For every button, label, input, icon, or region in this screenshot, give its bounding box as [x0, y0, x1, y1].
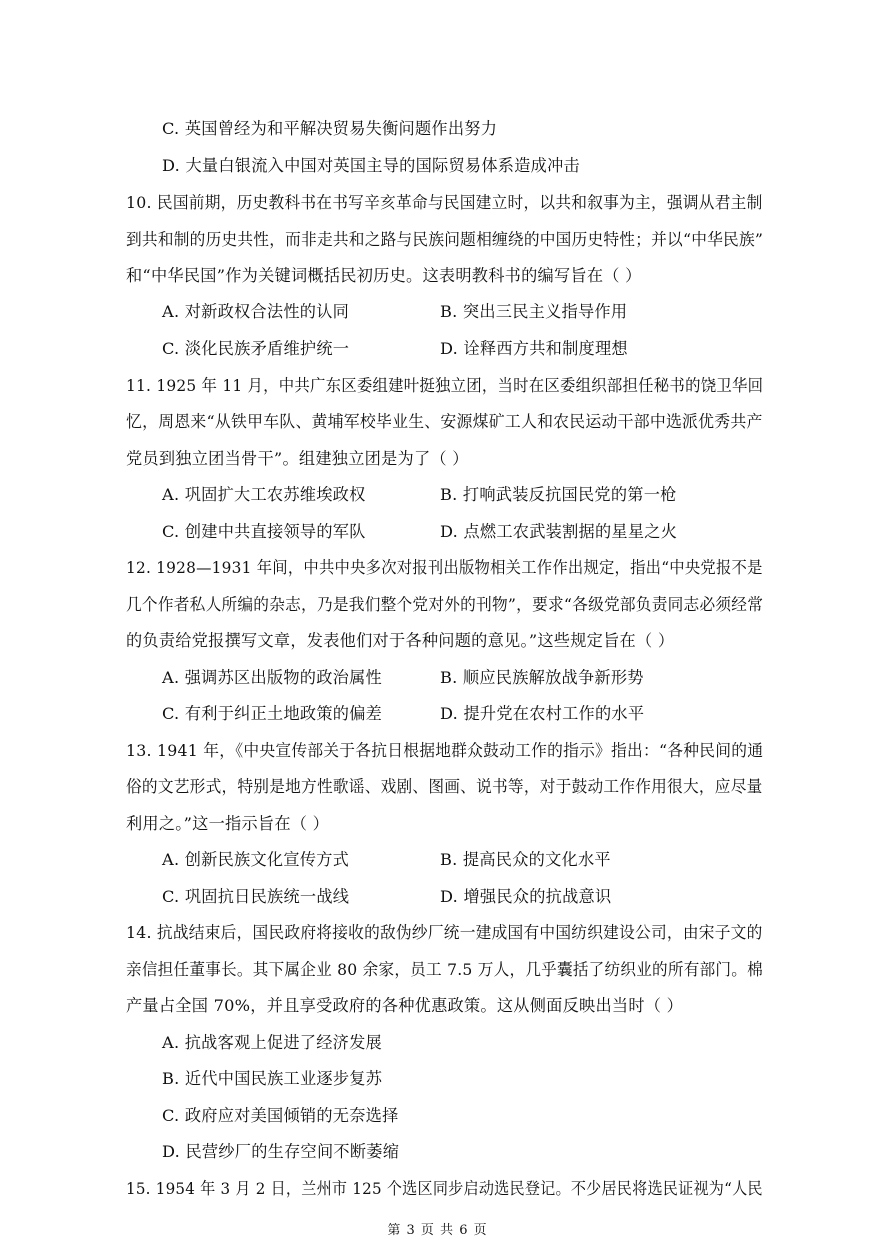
option-10c: C. 淡化民族矛盾维护统一: [162, 339, 350, 358]
question-11-line-2: 忆，周恩来“从铁甲车队、黄埔军校毕业生、安源煤矿工人和农民运动干部中选派优秀共产: [126, 412, 763, 431]
option-11d: D. 点燃工农武装割据的星星之火: [440, 522, 678, 541]
question-14-line-1: 14. 抗战结束后，国民政府将接收的敌伪纱厂统一建成国有中国纺织建设公司，由宋子文的: [126, 923, 763, 942]
option-10a: A. 对新政权合法性的认同: [162, 302, 350, 321]
question-13-line-3: 利用之。”这一指示旨在（ ）: [126, 814, 330, 833]
option-13b: B. 提高民众的文化水平: [440, 850, 611, 869]
question-11-line-3: 党员到独立团当骨干”。组建独立团是为了（ ）: [126, 449, 469, 468]
page-number-footer: 第 3 页 共 6 页: [387, 1223, 488, 1238]
question-12-line-2: 几个作者私人所编的杂志，乃是我们整个党对外的刊物”，要求“各级党部负责同志必须经常: [126, 595, 764, 614]
question-10-line-1: 10. 民国前期，历史教科书在书写辛亥革命与民国建立时，以共和叙事为主，强调从君主制: [126, 193, 763, 212]
question-11-line-1: 11. 1925 年 11 月，中共广东区委组建叶挺独立团，当时在区委组织部担任秘书的饶卫华回: [126, 376, 764, 395]
option-14c: C. 政府应对美国倾销的无奈选择: [162, 1106, 399, 1125]
option-10b: B. 突出三民主义指导作用: [440, 302, 628, 321]
option-12a: A. 强调苏区出版物的政治属性: [162, 668, 382, 687]
option-12c: C. 有利于纠正土地政策的偏差: [162, 704, 383, 723]
question-10-line-2: 到共和制的历史共性，而非走共和之路与民族问题相缠绕的中国历史特性；并以“中华民族”: [126, 230, 764, 249]
option-9c: C. 英国曾经为和平解决贸易失衡问题作出努力: [162, 119, 498, 138]
question-10-line-3: 和“中华民国”作为关键词概括民初历史。这表明教科书的编写旨在（ ）: [126, 266, 642, 285]
option-11c: C. 创建中共直接领导的军队: [162, 522, 366, 541]
question-13-line-2: 俗的文艺形式，特别是地方性歌谣、戏剧、图画、说书等，对于鼓动工作作用很大，应尽量: [126, 777, 763, 796]
option-9d: D. 大量白银流入中国对英国主导的国际贸易体系造成冲击: [162, 156, 580, 175]
option-10d: D. 诠释西方共和制度理想: [440, 339, 628, 358]
question-15-line-1: 15. 1954 年 3 月 2 日，兰州市 125 个选区同步启动选民登记。不少居民将选民证视为“人民: [126, 1179, 763, 1198]
option-12b: B. 顺应民族解放战争新形势: [440, 668, 644, 687]
question-12-line-1: 12. 1928—1931 年间，中共中央多次对报刊出版物相关工作作出规定，指出“中央党报不是: [126, 558, 763, 577]
option-13c: C. 巩固抗日民族统一战线: [162, 887, 350, 906]
question-14-line-2: 亲信担任董事长。其下属企业 80 余家，员工 7.5 万人，几乎囊括了纺织业的所有部门。棉: [126, 960, 763, 979]
option-13a: A. 创新民族文化宣传方式: [162, 850, 350, 869]
option-14b: B. 近代中国民族工业逐步复苏: [162, 1069, 383, 1088]
option-11b: B. 打响武装反抗国民党的第一枪: [440, 485, 677, 504]
option-13d: D. 增强民众的抗战意识: [440, 887, 612, 906]
option-12d: D. 提升党在农村工作的水平: [440, 704, 645, 723]
question-13-line-1: 13. 1941 年，《中央宣传部关于各抗日根据地群众鼓动工作的指示》指出：“各种民间的通: [126, 741, 764, 760]
question-14-line-3: 产量占全国 70%，并且享受政府的各种优惠政策。这从侧面反映出当时（ ）: [126, 996, 684, 1015]
option-14a: A. 抗战客观上促进了经济发展: [162, 1033, 382, 1052]
option-14d: D. 民营纱厂的生存空间不断萎缩: [162, 1142, 400, 1161]
question-12-line-3: 的负责给党报撰写文章，发表他们对于各种问题的意见。”这些规定旨在（ ）: [126, 631, 675, 650]
option-11a: A. 巩固扩大工农苏维埃政权: [162, 485, 366, 504]
